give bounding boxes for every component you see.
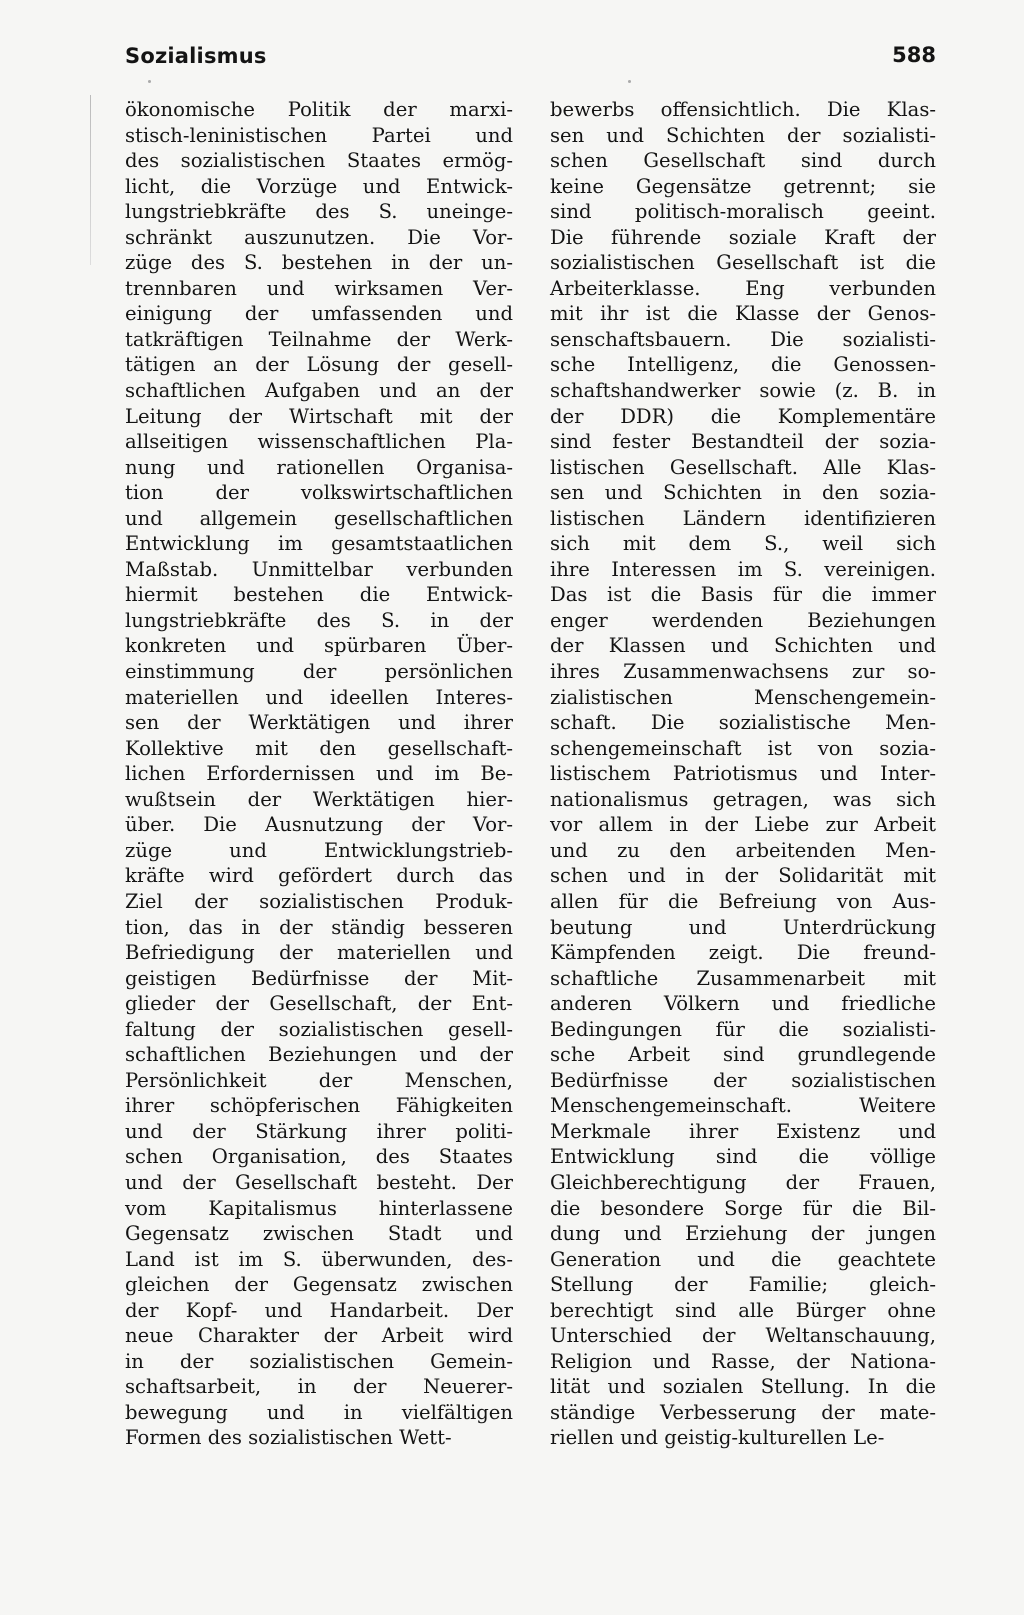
text-line: tatkräftigen Teilnahme der Werk- (125, 327, 513, 351)
text-line: lungstriebkräfte des S. in der (125, 608, 513, 632)
text-line: der Kopf- und Handarbeit. Der (125, 1298, 513, 1322)
text-line: Religion und Rasse, der Nationa- (550, 1349, 936, 1373)
text-line: Gegensatz zwischen Stadt und (125, 1222, 513, 1246)
text-line: schen Gesellschaft sind durch (550, 149, 936, 173)
text-line: der Klassen und Schichten und (550, 634, 936, 658)
text-line: schaftlichen Beziehungen und der (125, 1043, 513, 1067)
text-line: schränkt auszunutzen. Die Vor- (125, 225, 513, 249)
text-line: sich mit dem S., weil sich (550, 532, 936, 556)
text-line: listischem Patriotismus und Inter- (550, 762, 936, 786)
text-line: schaftlichen Aufgaben und an der (125, 379, 513, 403)
text-line: schaftliche Zusammenarbeit mit (550, 966, 936, 990)
text-line: und der Stärkung ihrer politi- (125, 1119, 513, 1143)
text-line: züge und Entwicklungstrieb- (125, 838, 513, 862)
text-line: tion der volkswirtschaftlichen (125, 481, 513, 505)
text-line: Unterschied der Weltanschauung, (550, 1324, 936, 1348)
text-line: Die führende soziale Kraft der (550, 225, 936, 249)
text-line: Kämpfenden zeigt. Die freund- (550, 941, 936, 965)
text-line: trennbaren und wirksamen Ver- (125, 276, 513, 300)
text-line: gleichen der Gegensatz zwischen (125, 1273, 513, 1297)
text-line: Bedingungen für die sozialisti- (550, 1017, 936, 1041)
text-line: sen und Schichten in den sozia- (550, 481, 936, 505)
text-line: und der Gesellschaft besteht. Der (125, 1170, 513, 1194)
text-line: züge des S. bestehen in der un- (125, 251, 513, 275)
text-line: einigung der umfassenden und (125, 302, 513, 326)
text-line: ständige Verbesserung der mate- (550, 1400, 936, 1424)
print-speck (628, 80, 631, 83)
text-line: Befriedigung der materiellen und (125, 941, 513, 965)
text-line: in der sozialistischen Gemein- (125, 1349, 513, 1373)
text-line: senschaftsbauern. Die sozialisti- (550, 327, 936, 351)
text-line: ihrer schöpferischen Fähigkeiten (125, 1094, 513, 1118)
text-line: und allgemein gesellschaftlichen (125, 506, 513, 530)
text-line: Arbeiterklasse. Eng verbunden (550, 276, 936, 300)
text-line: stisch-leninistischen Partei und (125, 123, 513, 147)
text-line: bewegung und in vielfältigen (125, 1400, 513, 1424)
text-line: schaftshandwerker sowie (z. B. in (550, 379, 936, 403)
text-line: schen Organisation, des Staates (125, 1145, 513, 1169)
text-line: berechtigt sind alle Bürger ohne (550, 1298, 936, 1322)
text-line: schaft. Die sozialistische Men- (550, 711, 936, 735)
text-line: über. Die Ausnutzung der Vor- (125, 813, 513, 837)
text-line: tätigen an der Lösung der gesell- (125, 353, 513, 377)
text-line: sche Arbeit sind grundlegende (550, 1043, 936, 1067)
text-line: ökonomische Politik der marxi- (125, 98, 513, 121)
text-line: sen und Schichten der sozialisti- (550, 123, 936, 147)
text-line: listischen Gesellschaft. Alle Klas- (550, 455, 936, 479)
right-text-column (550, 97, 936, 1451)
text-line: bewerbs offensichtlich. Die Klas- (550, 98, 936, 121)
text-line: sind fester Bestandteil der sozia- (550, 430, 936, 454)
text-line: Stellung der Familie; gleich- (550, 1273, 936, 1297)
text-line: dung und Erziehung der jungen (550, 1222, 936, 1246)
text-line: wußtsein der Werktätigen hier- (125, 787, 513, 811)
text-line: lichen Erfordernissen und im Be- (125, 762, 513, 786)
text-line: neue Charakter der Arbeit wird (125, 1324, 513, 1348)
text-line: schen und in der Solidarität mit (550, 864, 936, 888)
text-line: schengemeinschaft ist von sozia- (550, 736, 936, 760)
text-line: Das ist die Basis für die immer (550, 583, 936, 607)
text-line: kräfte wird gefördert durch das (125, 864, 513, 888)
text-line: Ziel der sozialistischen Produk- (125, 889, 513, 913)
text-line: sind politisch-moralisch geeint. (550, 200, 936, 224)
text-line: sozialistischen Gesellschaft ist die (550, 251, 936, 275)
text-line: Generation und die geachtete (550, 1247, 936, 1271)
text-line: materiellen und ideellen Interes- (125, 685, 513, 709)
text-line: Merkmale ihrer Existenz und (550, 1119, 936, 1143)
text-line: Entwicklung sind die völlige (550, 1145, 936, 1169)
text-line: konkreten und spürbaren Über- (125, 634, 513, 658)
text-line: die besondere Sorge für die Bil- (550, 1196, 936, 1220)
text-line: lungstriebkräfte des S. uneinge- (125, 200, 513, 224)
text-line: sen der Werktätigen und ihrer (125, 711, 513, 735)
text-line: der DDR) die Komplementäre (550, 404, 936, 428)
text-line: zialistischen Menschengemein- (550, 685, 936, 709)
text-line: schaftsarbeit, in der Neuerer- (125, 1375, 513, 1399)
text-line: enger werdenden Beziehungen (550, 608, 936, 632)
text-line: listischen Ländern identifizieren (550, 506, 936, 530)
text-line: beutung und Unterdrückung (550, 915, 936, 939)
text-line: Entwicklung im gesamtstaatlichen (125, 532, 513, 556)
running-head: Sozialismus (125, 44, 267, 68)
text-line: einstimmung der persönlichen (125, 660, 513, 684)
text-line: Land ist im S. überwunden, des- (125, 1247, 513, 1271)
text-line: tion, das in der ständig besseren (125, 915, 513, 939)
text-line: mit ihr ist die Klasse der Genos- (550, 302, 936, 326)
text-line: glieder der Gesellschaft, der Ent- (125, 992, 513, 1016)
print-speck (148, 80, 151, 83)
text-line: lität und sozialen Stellung. In die (550, 1375, 936, 1399)
text-line: vor allem in der Liebe zur Arbeit (550, 813, 936, 837)
text-line: keine Gegensätze getrennt; sie (550, 174, 936, 198)
text-line: Gleichberechtigung der Frauen, (550, 1170, 936, 1194)
text-line: nung und rationellen Organisa- (125, 455, 513, 479)
page-number: 588 (892, 43, 936, 67)
text-line: sche Intelligenz, die Genossen- (550, 353, 936, 377)
text-line: Leitung der Wirtschaft mit der (125, 404, 513, 428)
text-line: hiermit bestehen die Entwick- (125, 583, 513, 607)
text-line: ihre Interessen im S. vereinigen. (550, 557, 936, 581)
left-text-column (125, 97, 513, 1451)
text-line: Maßstab. Unmittelbar verbunden (125, 557, 513, 581)
text-line: Kollektive mit den gesellschaft- (125, 736, 513, 760)
text-line: Formen des sozialistischen Wett- (125, 1426, 452, 1450)
text-line: geistigen Bedürfnisse der Mit- (125, 966, 513, 990)
text-line: riellen und geistig-kulturellen Le- (550, 1426, 885, 1450)
text-line: und zu den arbeitenden Men- (550, 838, 936, 862)
text-line: allen für die Befreiung von Aus- (550, 889, 936, 913)
text-line: Bedürfnisse der sozialistischen (550, 1068, 936, 1092)
text-line: vom Kapitalismus hinterlassene (125, 1196, 513, 1220)
text-line: nationalismus getragen, was sich (550, 787, 936, 811)
text-line: des sozialistischen Staates ermög- (125, 149, 513, 173)
text-line: anderen Völkern und friedliche (550, 992, 936, 1016)
margin-mark (90, 95, 91, 265)
text-line: ihres Zusammenwachsens zur so- (550, 660, 936, 684)
text-line: allseitigen wissenschaftlichen Pla- (125, 430, 513, 454)
text-line: Persönlichkeit der Menschen, (125, 1068, 513, 1092)
text-line: licht, die Vorzüge und Entwick- (125, 174, 513, 198)
text-line: Menschengemeinschaft. Weitere (550, 1094, 936, 1118)
text-line: faltung der sozialistischen gesell- (125, 1017, 513, 1041)
